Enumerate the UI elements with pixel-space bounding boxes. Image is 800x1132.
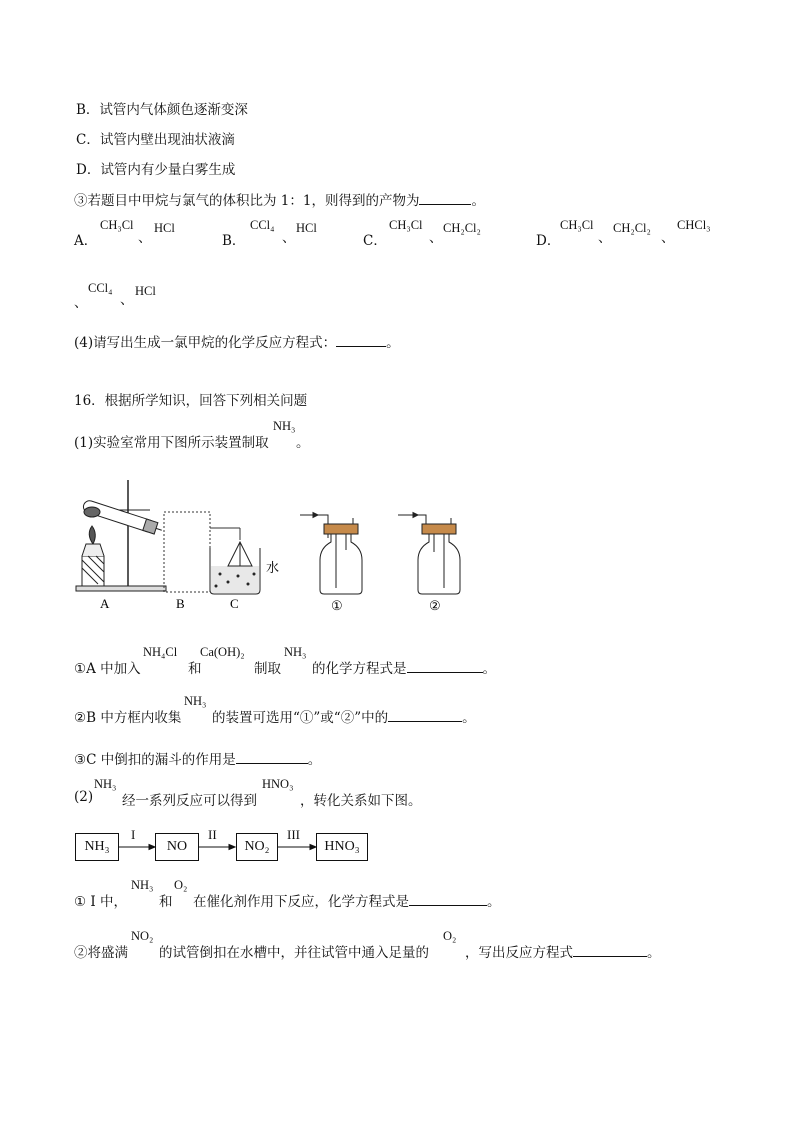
q16-t2-text: ，写出反应方程式	[465, 945, 573, 961]
q15-part3	[74, 189, 485, 209]
choice-a-label: A．	[74, 233, 98, 249]
q15-part4	[74, 331, 400, 351]
q15-part3-end: 。	[471, 193, 485, 209]
choice-b-label: B．	[222, 233, 246, 249]
label-b: B	[176, 596, 185, 611]
q16-s3-text: ③C 中倒扣的漏斗的作用是	[74, 752, 236, 768]
q16-s1-line	[312, 657, 496, 677]
flow-box-hno3: HNO₃	[316, 833, 368, 861]
q16-s3-end: 。	[307, 752, 322, 768]
q16-t1-end: 。	[487, 894, 501, 910]
q16-title: 16．根据所学知识，回答下列相关问题	[74, 393, 308, 409]
q16-s1-mid-1: 和	[188, 661, 202, 677]
q16-t2-mid-1: 的试管倒扣在水槽中，并往试管中通入足量的	[159, 945, 429, 961]
flow-box-nh3: NH₃	[75, 833, 119, 861]
flow-box-no: NO	[155, 833, 199, 861]
q16-t1-formula-1: NH₃	[131, 878, 154, 892]
q16-s1-pre: ①A 中加入	[74, 661, 141, 677]
q16-t2-line	[465, 941, 661, 961]
choice-b-formula-2: HCl	[296, 221, 317, 235]
label-a: A	[100, 596, 110, 611]
q16-s1-mid-2: 制取	[254, 661, 281, 677]
answer-blank[interactable]	[236, 763, 308, 764]
q16-p2-mid: 经一系列反应可以得到	[122, 793, 257, 809]
gas-bottle-1	[300, 513, 362, 595]
apparatus-figure	[68, 470, 488, 620]
q16-t1-text: 在催化剂作用下反应，化学方程式是	[193, 894, 409, 910]
q16-t2-pre: ②将盛满	[74, 945, 128, 961]
choice-c-formula-1: CH₃Cl	[389, 218, 423, 232]
choice-c-sep: 、	[429, 230, 443, 246]
label-opt2: ②	[429, 598, 441, 613]
q16-s1-text: 的化学方程式是	[312, 661, 407, 677]
q15-part3-text: ③若题目中甲烷与氯气的体积比为 1：1，则得到的产物为	[74, 193, 420, 209]
q16-t1-formula-2: O₂	[174, 878, 188, 892]
q16-p2-formula-1: NH₃	[94, 777, 117, 791]
q16-s2-text: 的装置可选用“①”或“②”中的	[212, 710, 389, 726]
q16-s2-end: 。	[462, 710, 476, 726]
q16-t2-formula-1: NO₂	[131, 929, 154, 943]
q15-part4-text: (4)请写出生成一氯甲烷的化学反应方程式：	[74, 335, 337, 351]
option-c: C．试管内壁出现油状液滴	[76, 132, 235, 148]
q16-t1-mid-1: 和	[159, 894, 173, 910]
choice-a-formula-1: CH₃Cl	[100, 218, 134, 232]
q16-part1: (1)实验室常用下图所示装置制取	[74, 435, 269, 451]
q16-s2-formula: NH₃	[184, 694, 207, 708]
answer-blank[interactable]	[407, 672, 483, 673]
flow-step-3: III	[287, 827, 300, 842]
flow-box-no2: NO₂	[236, 833, 278, 861]
apparatus-b-box	[164, 512, 210, 592]
option-b: B．试管内气体颜色逐渐变深	[76, 102, 248, 118]
q16-part1-end: 。	[296, 435, 310, 451]
choice-d-formula-1: CH₃Cl	[560, 218, 594, 232]
q16-t2-end: 。	[647, 945, 661, 961]
answer-blank[interactable]	[573, 956, 647, 957]
choice-b-formula-1: CCl₄	[250, 218, 275, 232]
choice-d-formula-5: HCl	[135, 284, 156, 298]
choice-d-label: D．	[536, 233, 561, 249]
q16-s1-end: 。	[482, 661, 496, 677]
q16-s2-line	[212, 706, 476, 726]
water-label: 水	[266, 560, 280, 575]
answer-blank[interactable]	[409, 905, 487, 906]
choice-c-formula-2: CH₂Cl₂	[443, 221, 481, 235]
option-d: D．试管内有少量白雾生成	[76, 162, 236, 178]
label-c: C	[230, 596, 239, 611]
choice-d-formula-4: CCl₄	[88, 281, 113, 295]
q16-s1-formula-3: NH₃	[284, 645, 307, 659]
answer-blank[interactable]	[388, 721, 462, 722]
apparatus-a	[76, 480, 166, 591]
q16-p2-formula-2: HNO₃	[262, 777, 294, 791]
flow-step-1: I	[131, 827, 136, 842]
choice-d-sep-3: 、	[74, 295, 88, 311]
q16-s1-formula-2: Ca(OH)₂	[200, 645, 245, 659]
flow-step-2: II	[208, 827, 217, 842]
q15-part4-end: 。	[386, 335, 400, 351]
q16-part1-formula: NH₃	[273, 419, 296, 433]
q16-p2-pre: (2)	[74, 789, 94, 805]
choice-d-formula-2: CH₂Cl₂	[613, 221, 651, 235]
choice-d-sep-4: 、	[120, 292, 134, 308]
choice-d-formula-3: CHCl₃	[677, 218, 711, 232]
choice-a-formula-2: HCl	[154, 221, 175, 235]
label-opt1: ①	[331, 598, 343, 613]
choice-b-sep: 、	[282, 230, 296, 246]
choice-c-label: C．	[363, 233, 387, 249]
q16-s1-formula-1: NH₄Cl	[143, 645, 178, 659]
answer-blank[interactable]	[419, 204, 471, 205]
q16-t2-formula-2: O₂	[443, 929, 457, 943]
q16-t1-pre: ① I 中，	[74, 894, 128, 910]
q16-p2-end: ，转化关系如下图。	[300, 793, 422, 809]
answer-blank[interactable]	[336, 346, 386, 347]
q16-t1-line	[193, 890, 501, 910]
choice-d-sep-2: 、	[661, 230, 675, 246]
q16-s2-pre: ②B 中方框内收集	[74, 710, 182, 726]
gas-bottle-2	[398, 513, 460, 595]
apparatus-c	[210, 542, 260, 594]
choice-a-sep: 、	[138, 230, 152, 246]
choice-d-sep-1: 、	[598, 230, 612, 246]
q16-s3	[74, 748, 321, 768]
flow-arrows	[118, 840, 318, 854]
